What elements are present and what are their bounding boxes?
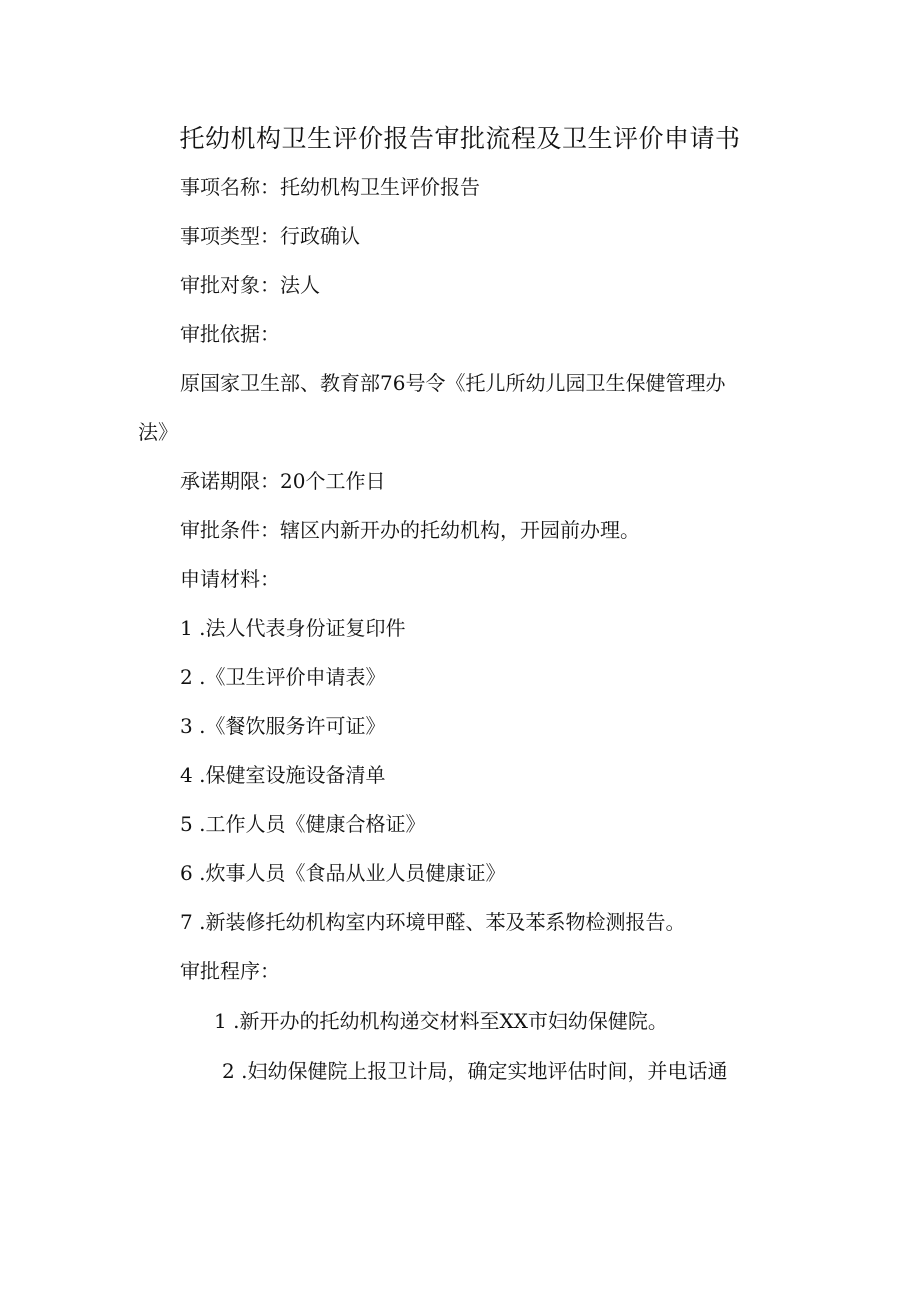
material-item: 1 .法人代表身份证复印件 bbox=[180, 616, 406, 640]
material-item: 5 .工作人员《健康合格证》 bbox=[180, 812, 426, 836]
material-item: 7 .新装修托幼机构室内环境甲醛、苯及苯系物检测报告。 bbox=[180, 910, 686, 934]
material-item: 6 .炊事人员《食品从业人员健康证》 bbox=[180, 861, 506, 885]
material-item: 2 .《卫生评价申请表》 bbox=[180, 665, 386, 689]
item-type: 事项类型：行政确认 bbox=[180, 224, 360, 248]
material-item: 3 .《餐饮服务许可证》 bbox=[180, 714, 386, 738]
promise-period: 承诺期限：20个工作日 bbox=[180, 469, 386, 493]
approval-basis-text: 原国家卫生部、教育部76号令《托儿所幼儿园卫生保健管理办 bbox=[180, 371, 726, 395]
item-name: 事项名称：托幼机构卫生评价报告 bbox=[180, 175, 480, 199]
approval-basis-text-continued: 法》 bbox=[138, 420, 178, 444]
procedure-step: 1 .新开办的托幼机构递交材料至XX市妇幼保健院。 bbox=[214, 1009, 668, 1033]
approval-basis-label: 审批依据： bbox=[180, 322, 280, 346]
material-item: 4 .保健室设施设备清单 bbox=[180, 763, 386, 787]
materials-label: 申请材料： bbox=[180, 567, 280, 591]
document-title: 托幼机构卫生评价报告审批流程及卫生评价申请书 bbox=[179, 124, 741, 153]
procedure-step: 2 .妇幼保健院上报卫计局，确定实地评估时间，并电话通 bbox=[222, 1059, 728, 1083]
approval-object: 审批对象：法人 bbox=[180, 273, 320, 297]
procedure-label: 审批程序： bbox=[180, 959, 280, 983]
approval-conditions: 审批条件：辖区内新开办的托幼机构，开园前办理。 bbox=[180, 518, 640, 542]
